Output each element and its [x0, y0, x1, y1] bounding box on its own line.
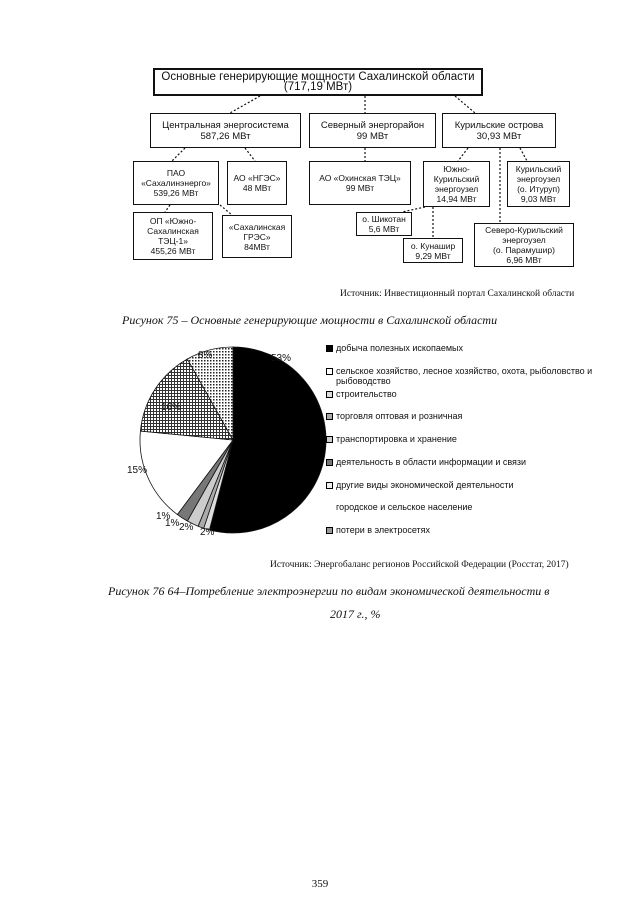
legend-item: строительство: [326, 389, 621, 399]
source-note-1: Источник: Инвестиционный портал Сахалинской области: [340, 289, 575, 299]
pao-sakhalinenergo-box: ПАО «Сахалинэнерго» 539,26 МВт: [133, 161, 219, 205]
sakhalin-gres-box: «Сахалинская ГРЭС» 84МВт: [222, 215, 292, 258]
label-15: 15%: [127, 465, 148, 476]
legend-item: добыча полезных ископаемых: [326, 343, 621, 353]
kuril-islands-box: Курильские острова 30,93 МВт: [442, 113, 556, 148]
label-16: 16%: [161, 402, 182, 413]
kunashir-box: о. Кунашир 9,29 МВт: [403, 238, 463, 263]
okha-tec-box: АО «Охинская ТЭЦ» 99 МВт: [309, 161, 411, 205]
label-53: 53%: [271, 353, 292, 364]
legend-item: потери в электросетях: [326, 525, 621, 535]
tec1-box: ОП «Южно- Сахалинская ТЭЦ-1» 455,26 МВт: [133, 212, 213, 260]
label-8: 8%: [198, 350, 213, 361]
shikotan-box: о. Шикотан 5,6 МВт: [356, 212, 412, 236]
figure-76-caption-line1: Рисунок 76 64–Потребление электроэнергии по видам экономической деятельности в: [108, 584, 550, 598]
label-1b: 1%: [165, 518, 180, 529]
legend-item: сельское хозяйство, лесное хозяйство, охота, рыболовство и рыбоводство: [326, 366, 621, 386]
central-system-box: Центральная энергосистема 587,26 МВт: [150, 113, 301, 148]
legend-item: другие виды экономической деятельности: [326, 480, 621, 490]
label-2b: 2%: [200, 527, 215, 538]
label-2a: 2%: [179, 522, 194, 533]
figure-76-caption-line2: 2017 г., %: [330, 607, 381, 621]
page-number: 359: [311, 878, 329, 890]
label-1a: 1%: [156, 511, 171, 522]
legend-item: торговля оптовая и розничная: [326, 411, 621, 421]
south-kuril-box: Южно- Курильский энергоузел 14,94 МВт: [423, 161, 490, 207]
kuril-iturup-box: Курильский энергоузел (о. Итуруп) 9,03 МВт: [507, 161, 570, 207]
root-box: Основные генерирующие мощности Сахалинской области (717,19 МВт): [153, 68, 483, 96]
north-region-box: Северный энергорайон 99 МВт: [309, 113, 436, 148]
ao-nges-box: АО «НГЭС» 48 МВт: [227, 161, 287, 205]
source-note-2: Источник: Энергобаланс регионов Российской Федерации (Росстат, 2017): [270, 560, 569, 570]
paramushir-box: Северо-Курильский энергоузел (о. Парамушир) 6,96 МВт: [474, 223, 574, 267]
legend-item: деятельность в области информации и связи: [326, 457, 621, 467]
legend-item: транспортировка и хранение: [326, 434, 621, 444]
legend-item: городское и сельское население: [326, 502, 621, 512]
figure-75-caption: Рисунок 75 – Основные генерирующие мощности в Сахалинской области: [122, 313, 498, 327]
